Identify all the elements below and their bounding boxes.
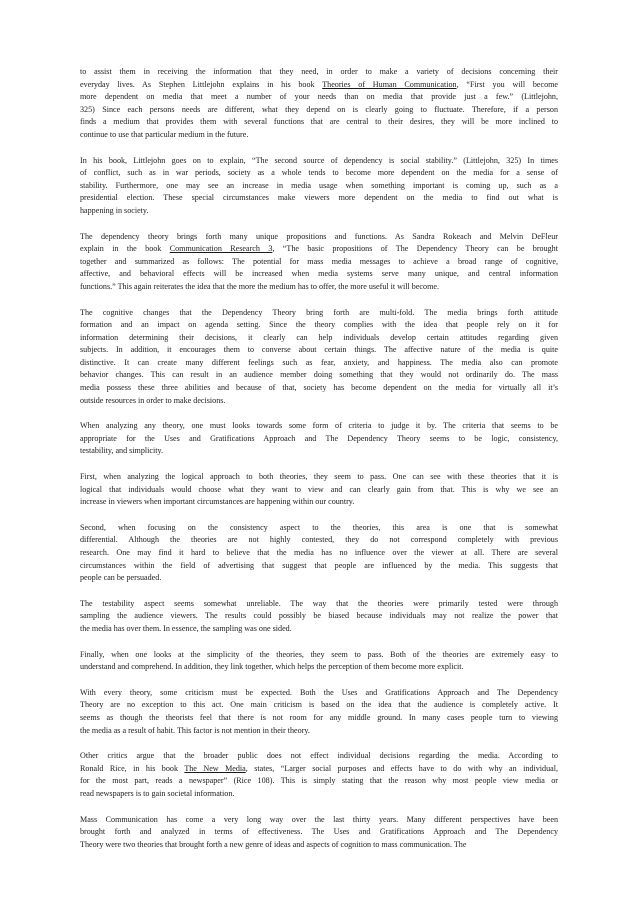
text-line: Finally, when one looks at the simplicity of the theories, they seem to pass. Both of the theories are extremely easy to [80,649,558,659]
paragraph [80,750,558,800]
paragraph [80,522,558,585]
text-line: seems as though the theorists feel that there is not room for any middle ground. In many cases people turn to viewing [80,712,558,722]
text-line: Other critics argue that the broader public does not effect individual decisions regarding the media. According to [80,751,558,761]
text-line: brought forth and analyzed in terms of effectiveness. The Uses and Gratifications Approach and The Dependency [80,827,558,837]
document-page [80,66,558,864]
book-title: The New Media [184,763,246,773]
paragraph [80,307,558,408]
text-line: logical that individuals would choose what they want to view and can clearly gain from that. This is why we see an [80,484,558,494]
text-line: continue to use that particular medium in the future. [80,129,249,139]
text-line: formation and an impact on agenda setting. Since the theory complies with the idea that people rely on it for [80,320,558,330]
text-segment: , states, “Larger social purposes and effects have to do with why an individual, [245,763,559,773]
paragraph [80,471,558,509]
text-line: appropriate for the Uses and Gratifications Approach and The Dependency Theory seems to be logic, consistency, [80,433,558,443]
text-line: the media has over them. In essence, the sampling was one sided. [80,623,292,633]
text-line: to assist them in receiving the information that they need, in order to make a variety of decisions concerning their [80,67,558,76]
text-line: people can be persuaded. [80,573,162,583]
text-line: Mass Communication has come a very long way over the last thirty years. Many different perspectives have been [80,814,558,824]
paragraph [80,420,558,458]
text-line: Theory were two theories that brought forth a new genre of ideas and aspects of cognition to mass communication. The [80,839,467,849]
text-line: more dependent on media that meet a number of your needs than on media that provide just a few.” (Littlejohn, [80,92,558,102]
text-line: outside resources in order to make decisions. [80,395,226,405]
text-line: 325) Since each persons needs are different, what they depend on is clearly going to fluctuate. Therefore, if a person [80,104,558,114]
text-line: With every theory, some criticism must be expected. Both the Uses and Gratifications Approach and The Dependency [80,687,558,697]
text-line: stability. Furthermore, one may see an increase in media usage when something important is coming up, such as a [80,180,558,190]
text-line: Theory are no exception to this act. One main criticism is based on the idea that the audience is completely active. It [80,700,558,710]
text-line: First, when analyzing the logical approach to both theories, they seem to pass. One can see with these theories that it is [80,472,558,482]
text-line: The testability aspect seems somewhat unreliable. The way that the theories were primarily tested were through [80,598,558,608]
text-line: The cognitive changes that the Dependency Theory bring forth are multi-fold. The media brings forth attitude [80,307,558,317]
book-title: Communication Research 3 [169,244,273,254]
text-line: When analyzing any theory, one must looks towards some form of criteria to judge it by. The criteria that seems to be [80,421,558,431]
paragraph [80,814,558,852]
text-line: the media as a result of habit. This factor is not mention in their theory. [80,725,310,735]
text-segment: , “The basic propositions of The Dependency Theory can be brought [272,244,558,254]
text-segment: explain in the book [80,244,170,254]
text-segment: everyday lives. As Stephen Littlejohn explains in his book [80,79,323,89]
paragraph [80,231,558,294]
text-segment: , “First you will become [456,79,558,89]
book-title: Theories of Human Communication [322,79,457,89]
text-line [80,763,558,776]
text-line: subjects. In addition, it encourages them to converse about certain things. The affective nature of the media is quite [80,345,558,355]
text-line: happening in society. [80,205,149,215]
text-line: differential. Although the theories are not highly contested, they do not correspond completely with previous [80,535,558,545]
text-line: distinctive. It can create many different feelings such as fear, anxiety, and happiness. The media also can promote [80,357,558,367]
text-line: Second, when focusing on the consistency aspect to the theories, this area is one that is somewhat [80,522,558,532]
text-line: for the most part, reads a newspaper” (Rice 108). This is simply stating that the reason why most people view media or [80,776,558,786]
text-line: of conflict, such as in war periods, society as a whole tends to become more dependent on the media for a sense of [80,168,558,178]
text-line: research. One may find it hard to believe that the media has no influence over the viewer at all. There are several [80,548,558,557]
text-line: information determining their decisions, it clearly can help individuals develop certain attitudes regarding given [80,332,558,342]
paragraph [80,687,558,737]
text-line: together and summarized as follows: The potential for mass media messages to achieve a broad range of cognitive, [80,256,558,266]
text-line: understand and comprehend. In addition, they link together, which helps the perception of them become more explicit. [80,662,464,672]
paragraph [80,649,558,674]
text-line: read newspapers is to gain societal information. [80,788,235,798]
text-segment: Ronald Rice, in his book [80,763,185,773]
text-line: functions.” This again reiterates the idea that the more the medium has to offer, the more useful it will become. [80,281,439,291]
text-line: presidential election. These special circumstances make viewers more dependent on the media to find out what is [80,193,558,203]
text-line: testability, and simplicity. [80,446,164,456]
paragraph [80,598,558,636]
text-line: In his book, Littlejohn goes on to explain, “The second source of dependency is social stability.” (Littlejohn, 325) In times [80,155,558,165]
text-line: behavior changes. This can result in an audience member doing something that they would not ordinarily do. The mass [80,370,558,380]
text-line [80,243,558,256]
text-line [80,79,558,92]
paragraph [80,155,558,218]
text-line: media possess these three abilities and because of that, society has become dependent on the media for virtually all it’s [80,383,558,393]
text-line: affective, and behavioral effects will be increased when media systems serve many unique, and central information [80,269,558,279]
text-line: sampling the audience viewers. The results could possibly be biased because individuals may not realize the power that [80,611,558,621]
text-line: increase in viewers when important circumstances are happening within our country. [80,497,355,507]
paragraph [80,66,558,142]
text-line: The dependency theory brings forth many unique propositions and functions. As Sandra Rokeach and Melvin DeFleur [80,231,558,241]
text-line: finds a medium that provides them with several functions that are central to their desires, they will be more inclined to [80,117,558,127]
text-line: circumstances within the field of advertising that suggest that people are influenced by the media. This suggests that [80,560,558,570]
